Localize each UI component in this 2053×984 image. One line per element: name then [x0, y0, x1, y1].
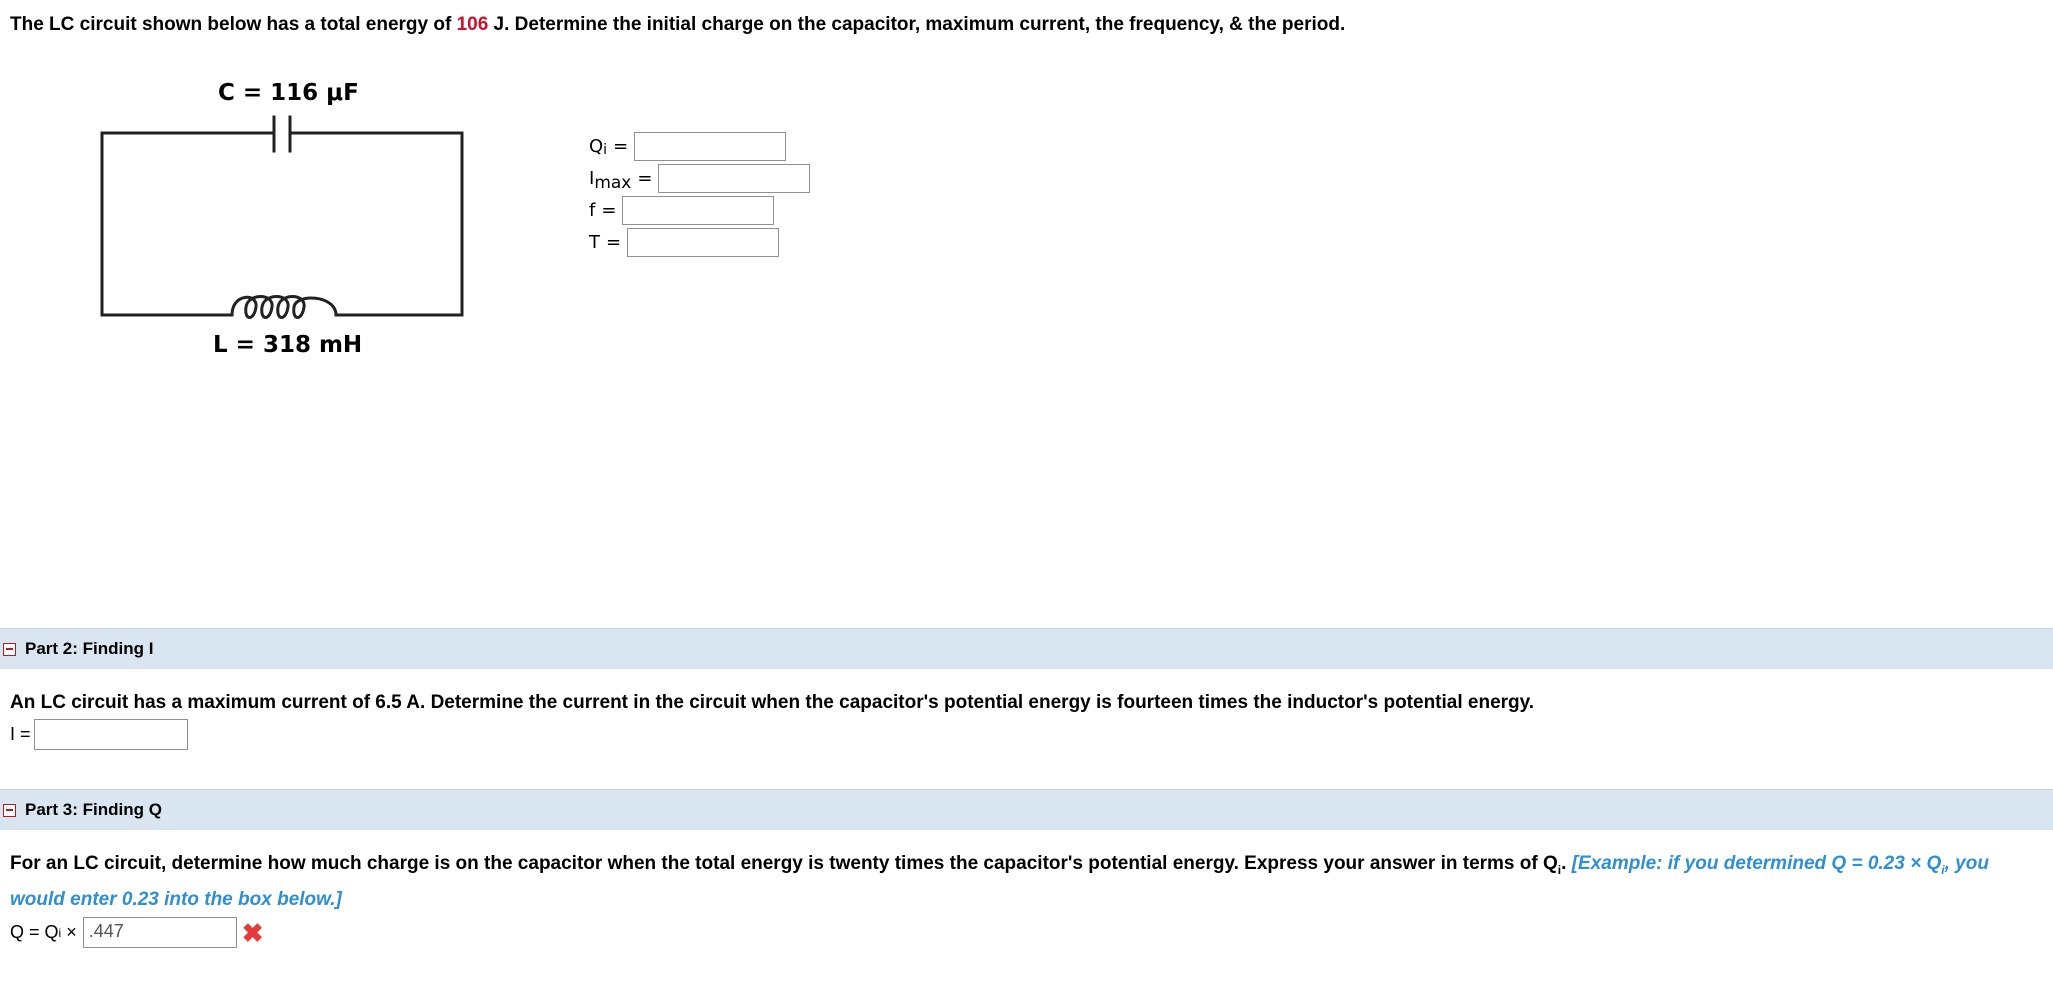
f-equals: = [601, 199, 617, 221]
imax-subscript: max [594, 173, 632, 193]
part3-answer [10, 917, 264, 948]
qi-subscript: i [603, 142, 608, 158]
incorrect-icon: ✖ [241, 917, 264, 948]
example-line1 [1571, 853, 1989, 877]
part2-header[interactable] [0, 628, 2053, 669]
qi-symbol: Q [589, 135, 604, 157]
imax-input[interactable] [658, 164, 810, 193]
t-input[interactable] [627, 228, 779, 257]
answer-row-imax [589, 162, 810, 194]
inductor-coil [232, 297, 336, 318]
answer-row-f [589, 194, 810, 226]
i-label: I = [10, 724, 31, 744]
inductor-label: L = 318 mH [213, 332, 363, 358]
q-input[interactable]: .447 [83, 917, 237, 948]
i-input[interactable] [34, 719, 188, 750]
energy-value: 106 [456, 14, 489, 35]
part3-question-sub: i [1557, 862, 1562, 877]
q-label-sub: i [58, 925, 62, 940]
t-equals: = [606, 231, 622, 253]
collapse-icon[interactable] [3, 804, 16, 817]
example-line2: would enter 0.23 into the box below.] [10, 889, 342, 910]
lc-circuit-diagram [90, 75, 490, 375]
answer-row-t [589, 226, 810, 258]
part2-answer [10, 719, 188, 750]
part1-question [10, 14, 1345, 36]
qi-input[interactable] [634, 132, 786, 161]
part3-header[interactable] [0, 789, 2053, 830]
imax-symbol: I [589, 167, 595, 189]
part3-question [10, 853, 1989, 877]
part3-question-end: . [1561, 853, 1572, 874]
part2-question: An LC circuit has a maximum current of 6.5 A. Determine the current in the circuit when the capacitor's potential energy is fourteen times the inductor's potential energy. [10, 692, 1535, 713]
q-label-a: Q = Q [10, 922, 59, 942]
imax-equals: = [637, 167, 653, 189]
example-line1-b: , you [1944, 853, 1989, 874]
example-sub: i [1941, 862, 1945, 877]
capacitor-label: C = 116 μF [218, 80, 359, 106]
circuit-schematic [90, 75, 490, 375]
part3-title: Part 3: Finding Q [25, 800, 162, 819]
collapse-icon[interactable] [3, 643, 16, 656]
f-symbol: f [589, 199, 596, 221]
question-prefix: The LC circuit shown below has a total energy of [10, 14, 457, 35]
example-line1-a: [Example: if you determined Q = 0.23 × Q [1571, 853, 1942, 874]
q-label-b: × [61, 922, 77, 942]
t-symbol: T [589, 231, 600, 253]
question-suffix: J. Determine the initial charge on the capacitor, maximum current, the frequency, & the period. [488, 14, 1346, 35]
f-input[interactable] [622, 196, 774, 225]
answer-row-qi [589, 130, 810, 162]
part1-answer-fields [589, 130, 810, 258]
part2-title: Part 2: Finding I [25, 639, 154, 658]
qi-equals: = [613, 135, 629, 157]
part3-question-main: For an LC circuit, determine how much charge is on the capacitor when the total energy is twenty times the capacitor's potential energy. Express your answer in terms of Q [10, 853, 1558, 874]
